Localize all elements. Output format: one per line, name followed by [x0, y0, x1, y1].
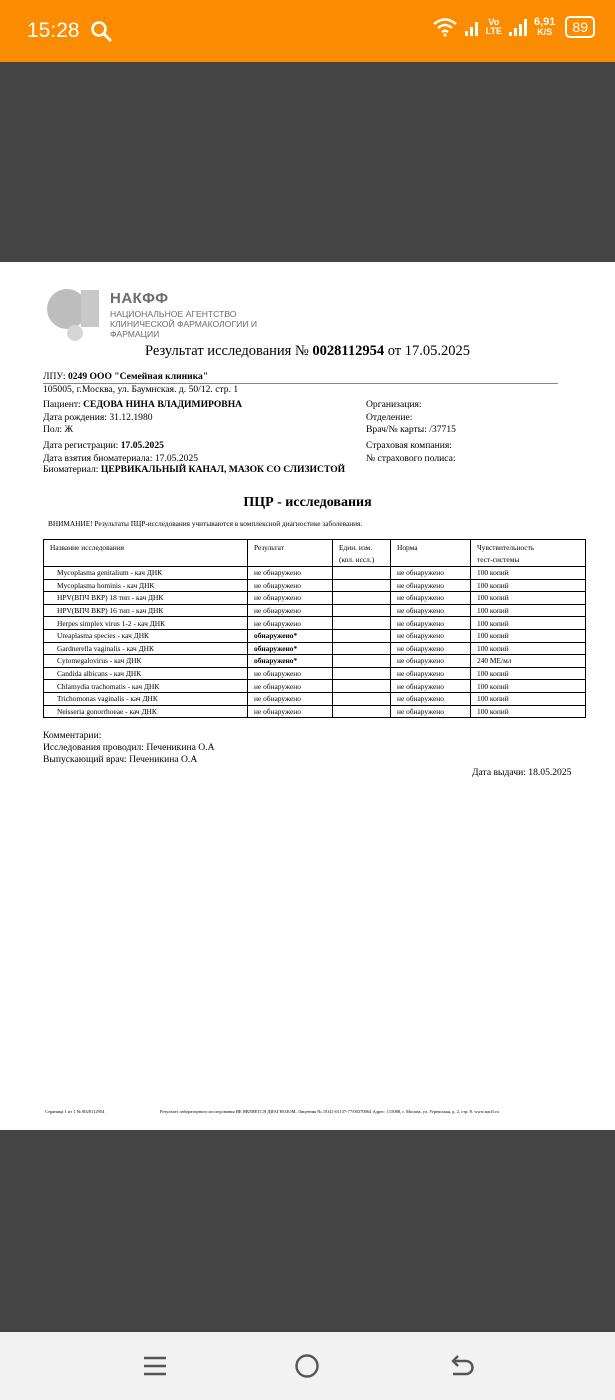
norm-cell: не обнаружено	[391, 592, 471, 605]
warning-note: ВНИМАНИЕ! Результаты ПЦР-исследования учитываются в комплексной диагностике заболевания.	[48, 519, 363, 528]
patient-sex: Пол: Ж	[43, 424, 74, 435]
sensitivity-cell: 100 копий	[471, 692, 586, 705]
viewer-background-top	[0, 62, 615, 262]
issue-date: Дата выдачи: 18.05.2025	[472, 767, 572, 778]
performed-by: Исследования проводил: Печеникина О.А	[43, 742, 215, 753]
table-row	[44, 592, 586, 605]
table-row	[44, 629, 586, 642]
comments: Комментарии:	[43, 730, 102, 741]
col-header-sensitivity: Чувствительность тест-системы	[471, 540, 586, 567]
table-row	[44, 617, 586, 630]
table-row	[44, 604, 586, 617]
unit-cell	[333, 692, 391, 705]
result-cell: обнаружено*	[248, 629, 333, 642]
section-title: ПЦР - исследования	[243, 495, 372, 510]
result-cell: не обнаружено	[248, 592, 333, 605]
sensitivity-cell: 100 копий	[471, 579, 586, 592]
sensitivity-cell: 100 копий	[471, 617, 586, 630]
test-name-cell: Chlamydia trachomatis - кач ДНК	[44, 680, 248, 693]
status-bar	[0, 0, 615, 62]
home-icon[interactable]	[292, 1352, 322, 1380]
sensitivity-cell: 100 копий	[471, 592, 586, 605]
col-header-unit: Един. изм. (кол. иссл.)	[333, 540, 391, 567]
result-cell: не обнаружено	[248, 617, 333, 630]
menu-icon[interactable]	[140, 1352, 170, 1380]
sensitivity-cell: 100 копий	[471, 705, 586, 718]
col-header-norm: Норма	[391, 540, 471, 567]
result-cell: не обнаружено	[248, 692, 333, 705]
sensitivity-cell: 240 МЕ/мл	[471, 655, 586, 668]
test-name-cell: Trichomonas vaginalis - кач ДНК	[44, 692, 248, 705]
sensitivity-cell: 100 копий	[471, 667, 586, 680]
norm-cell: не обнаружено	[391, 604, 471, 617]
result-cell: не обнаружено	[248, 604, 333, 617]
unit-cell	[333, 667, 391, 680]
test-name-cell: Mycoplasma hominis - кач ДНК	[44, 579, 248, 592]
unit-cell	[333, 629, 391, 642]
table-header-row	[44, 540, 586, 567]
document-number: 0028112954	[312, 343, 385, 359]
col-header-result: Результат	[248, 540, 333, 567]
norm-cell: не обнаружено	[391, 617, 471, 630]
registration-date: Дата регистрации: 17.05.2025	[43, 440, 164, 451]
table-row	[44, 655, 586, 668]
birth-date: Дата рождения: 31.12.1980	[43, 412, 153, 423]
col-header-name: Название исследования	[44, 540, 248, 567]
wifi-icon	[432, 17, 458, 37]
signal-icon	[508, 17, 528, 37]
battery-level: 89	[565, 16, 595, 38]
unit-cell	[333, 617, 391, 630]
back-icon[interactable]	[446, 1352, 476, 1380]
organization: Организация:	[366, 399, 422, 410]
result-cell: не обнаружено	[248, 667, 333, 680]
issuing-doctor: Выпускающий врач: Печеникина О.А	[43, 754, 198, 765]
norm-cell: не обнаружено	[391, 680, 471, 693]
lpu-address: 105005, г.Москва, ул. Баумнская. д. 50/12. стр. 1	[43, 384, 239, 395]
logo-name: НАКФФ	[110, 290, 169, 307]
unit-cell	[333, 579, 391, 592]
document-title: Результат исследования № 0028112954 от 17.05.2025	[144, 343, 471, 359]
insurance-company: Страховая компания:	[366, 440, 452, 451]
table-row	[44, 579, 586, 592]
unit-cell	[333, 642, 391, 655]
test-name-cell: Gardnerella vaginalis - кач ДНК	[44, 642, 248, 655]
department: Отделение:	[366, 412, 413, 423]
result-cell: обнаружено*	[248, 655, 333, 668]
viewer-background-bottom	[0, 1130, 615, 1332]
sensitivity-cell: 100 копий	[471, 604, 586, 617]
clock: 15:28	[27, 19, 80, 42]
search-icon[interactable]	[90, 20, 112, 42]
document-page[interactable]	[0, 262, 615, 1130]
patient-line: Пациент: СЕДОВА НИНА ВЛАДИМИРОВНА	[43, 399, 243, 410]
table-row	[44, 667, 586, 680]
test-name-cell: Ureaplasma species - кач ДНК	[44, 629, 248, 642]
page-footer-left: Страница 1 из 1 № 0028112954	[45, 1109, 105, 1114]
lpu-line: ЛПУ: 0249 ООО "Семейная клиника"	[43, 371, 209, 382]
unit-cell	[333, 705, 391, 718]
norm-cell: не обнаружено	[391, 655, 471, 668]
norm-cell: не обнаружено	[391, 705, 471, 718]
sensitivity-cell: 100 копий	[471, 567, 586, 580]
insurance-policy: № страхового полиса:	[366, 453, 456, 464]
signal-icon	[464, 17, 480, 37]
result-cell: не обнаружено	[248, 705, 333, 718]
table-row	[44, 642, 586, 655]
logo-subtitle: НАЦИОНАЛЬНОЕ АГЕНТСТВО КЛИНИЧЕСКОЙ ФАРМАКОЛОГИИ И ФАРМАЦИИ	[110, 309, 258, 339]
unit-cell	[333, 567, 391, 580]
page-footer-disclaimer: Результат лабораторного исследования НЕ ЯВЛЯЕТСЯ ДИАГНОЗОМ. Лицензия № ЛО41-01137-77/00370064 Адрес: 115088, г. Москва, ул. Угрешская, д. 2, стр. 8. www.nacff.ru	[160, 1109, 499, 1114]
network-speed: 6,91 K/S	[534, 16, 556, 37]
norm-cell: не обнаружено	[391, 667, 471, 680]
result-cell: не обнаружено	[248, 579, 333, 592]
norm-cell: не обнаружено	[391, 692, 471, 705]
test-name-cell: HPV(ВПЧ ВКР) 16 тип - кач ДНК	[44, 604, 248, 617]
test-name-cell: Herpes simplex virus 1-2 - кач ДНК	[44, 617, 248, 630]
norm-cell: не обнаружено	[391, 629, 471, 642]
sensitivity-cell: 100 копий	[471, 642, 586, 655]
navigation-bar	[0, 1332, 615, 1400]
table-row	[44, 567, 586, 580]
unit-cell	[333, 655, 391, 668]
test-name-cell: Cytomegalovirus - кач ДНК	[44, 655, 248, 668]
results-table	[43, 539, 586, 718]
unit-cell	[333, 680, 391, 693]
norm-cell: не обнаружено	[391, 567, 471, 580]
test-name-cell: HPV(ВПЧ ВКР) 18 тип - кач ДНК	[44, 592, 248, 605]
table-row	[44, 705, 586, 718]
network-type: Vo LTE	[485, 17, 502, 36]
nakff-logo-icon	[45, 287, 105, 342]
patient-name: СЕДОВА НИНА ВЛАДИМИРОВНА	[83, 399, 243, 410]
unit-cell	[333, 592, 391, 605]
biomaterial-value: ЦЕРВИКАЛЬНЫЙ КАНАЛ, МАЗОК СО СЛИЗИСТОЙ	[100, 464, 346, 475]
norm-cell: не обнаружено	[391, 579, 471, 592]
lpu-value: 0249 ООО "Семейная клиника"	[67, 371, 209, 382]
result-cell: обнаружено*	[248, 642, 333, 655]
table-row	[44, 692, 586, 705]
result-cell: не обнаружено	[248, 567, 333, 580]
biomaterial-line: Биоматериал: ЦЕРВИКАЛЬНЫЙ КАНАЛ, МАЗОК СО СЛИЗИСТОЙ	[43, 464, 346, 475]
sensitivity-cell: 100 копий	[471, 680, 586, 693]
result-cell: не обнаружено	[248, 680, 333, 693]
norm-cell: не обнаружено	[391, 642, 471, 655]
test-name-cell: Neisseria gonorrhoeae - кач ДНК	[44, 705, 248, 718]
sensitivity-cell: 100 копий	[471, 629, 586, 642]
doctor-card: Врач/№ карты: /37715	[366, 424, 456, 435]
unit-cell	[333, 604, 391, 617]
test-name-cell: Mycoplasma genitalium - кач ДНК	[44, 567, 248, 580]
sample-date: Дата взятия биоматериала: 17.05.2025	[43, 453, 199, 464]
test-name-cell: Candida albicans - кач ДНК	[44, 667, 248, 680]
table-row	[44, 680, 586, 693]
